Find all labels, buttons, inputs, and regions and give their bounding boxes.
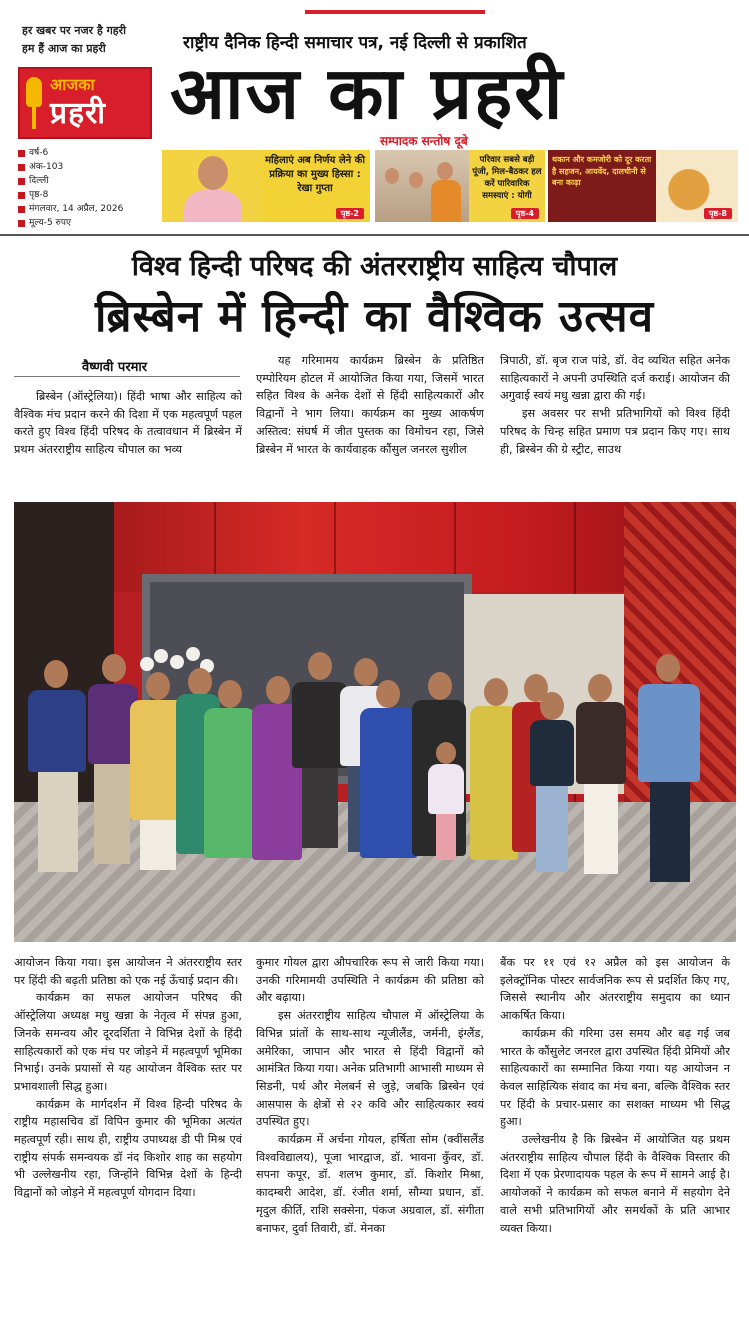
- article-byline: वैष्णवी परमार: [82, 360, 148, 375]
- portrait-face: [198, 156, 228, 190]
- issue-price: मूल्य-5 रुपए: [18, 216, 158, 230]
- article-column-bottom-2: [256, 954, 484, 1316]
- article-kicker: विश्व हिन्दी परिषद की अंतरराष्ट्रीय साहित्य चौपाल: [131, 251, 618, 282]
- masthead-divider: [0, 234, 749, 236]
- logo-text-big: प्रहरी: [50, 96, 107, 131]
- article-paragraph: बैंक पर ११ एवं १२ अप्रैल को इस आयोजन के इलेक्ट्रॉनिक पोस्टर सार्वजनिक रूप से प्रदर्शित किए गए, जिससे स्थानीय और अंतरराष्ट्रीय समुदाय का ध्यान आकर्षित किया।: [500, 956, 730, 1023]
- editor-credit: सम्पादक सन्तोष दूबे: [380, 134, 468, 148]
- newspaper-logo[interactable]: [18, 67, 152, 139]
- article-headline: ब्रिस्बेन में हिन्दी का वैश्विक उत्सव: [94, 291, 655, 342]
- photo-figure: [385, 168, 399, 184]
- teaser-photo-2: [375, 150, 471, 222]
- photo-figure: [437, 162, 453, 180]
- masthead-accent-bar: [305, 10, 485, 14]
- portrait-body: [184, 190, 242, 222]
- article-paragraph: कार्यक्रम का सफल आयोजन परिषद की ऑस्ट्रेलिया अध्यक्ष मधु खन्ना के नेतृत्व में संपन्न हुआ, जिनके समन्वय और दूरदर्शिता ने विभिन्न देशों के हिंदी साहित्यकारों को एक मंच पर जोड़ने में महत्वपूर्ण भूमिका निभाई। उनके प्रयासों से यह आयोजन वैश्विक स्तर पर प्रभावशाली सिद्ध हुआ।: [14, 991, 242, 1093]
- article-paragraph: कार्यक्रम की गरिमा उस समय और बढ़ गई जब भारत के कौंसुलेट जनरल द्वारा उपस्थित हिंदी प्रेमियों और साहित्यकारों का सम्मानित किया गया। यह आयोजन न केवल साहित्यिक संवाद का मंच बना, बल्कि वैश्विक स्तर पर हिंदी के प्रचार-प्रसार का सशक्त माध्यम भी सिद्ध हुआ।: [500, 1026, 730, 1129]
- tagline: [22, 22, 162, 58]
- teaser-page-1: पृष्ठ-2: [336, 208, 364, 219]
- article-paragraph: कार्यक्रम में अर्चना गोयल, हर्षिता सोम (क्वींसलैंड विश्वविद्यालय), पूजा भारद्वाज, डॉ. भावना कुँवर, डॉ. सपना कपूर, डॉ. शलभ कुमार, डॉ. किशोर मिश्रा, कादम्बरी आदेश, डॉ. रंजीत शर्मा, सौम्या प्रधान, डॉ. मृदुल कीर्ति, राशि सक्सेना, पंकज अग्रवाल, डॉ. संगीता बनाफर, दुर्वा तिवारी, डॉ. मेनका: [256, 1133, 484, 1235]
- teaser-page-3: पृष्ठ-8: [704, 208, 732, 219]
- article-paragraph: ब्रिस्बेन (ऑस्ट्रेलिया)। हिंदी भाषा और साहित्य को वैश्विक मंच प्रदान करने की दिशा में एक महत्वपूर्ण पहल करते हुए विश्व हिंदी परिषद के तत्वावधान में ब्रिस्बेन में प्रथम अंतरराष्ट्रीय साहित्य चौपाल का भव्य: [14, 390, 242, 457]
- photo-figure: [409, 172, 423, 188]
- article-paragraph: आयोजन किया गया। इस आयोजन ने अंतरराष्ट्रीय स्तर पर हिंदी की बढ़ती प्रतिष्ठा को एक नई ऊँचाई प्रदान की।: [14, 956, 242, 987]
- issue-city: दिल्ली: [18, 174, 158, 188]
- tagline-line-2: हम हैं आज का प्रहरी: [22, 42, 106, 55]
- article-column-bottom-1: [14, 954, 242, 1316]
- teaser-story-1[interactable]: [162, 150, 370, 222]
- issue-year: वर्ष-6: [18, 146, 158, 160]
- article-column-top-1: [14, 388, 242, 496]
- teaser-headline-3: थकान और कमजोरी को दूर करता है सहजन, आयर्वेद, दालचीनी से बना काढ़ा: [552, 155, 652, 187]
- article-paragraph: कार्यक्रम के मार्गदर्शन में विश्व हिन्दी परिषद के राष्ट्रीय महासचिव डॉ विपिन कुमार की भूमिका अत्यंत महत्वपूर्ण रही। साथ ही, राष्ट्रीय उपाध्यक्ष डी पी मिश्र एवं राष्ट्रीय संपर्क समन्वयक डॉ नंद किशोर शाह का सहयोग भी उल्लेखनीय रहा, जिन्होंने विभिन्न देशों के हिन्दी विद्वानों को जोड़ने में महत्वपूर्ण योगदान दिया।: [14, 1097, 242, 1200]
- article-column-top-3: [500, 352, 730, 496]
- byline-divider: [14, 376, 240, 377]
- microphone-stand-icon: [32, 107, 36, 129]
- masthead: [0, 0, 749, 232]
- article-column-bottom-3: [500, 954, 730, 1316]
- article-paragraph: उल्लेखनीय है कि ब्रिस्बेन में आयोजित यह प्रथम अंतरराष्ट्रीय साहित्य चौपाल हिंदी के वैश्विक विस्तार की दिशा में एक प्रेरणादायक पहल के रूप में सामने आई है। आयोजकों ने कार्यक्रम को सफल बनाने में सहयोग देने वाले सभी प्रतिभागियों और समर्थकों के प्रति आभार व्यक्त किया।: [500, 1133, 730, 1235]
- article-paragraph: त्रिपाठी, डॉ. बृज राज पांडे, डॉ. वेद व्यथित सहित अनेक साहित्यकारों ने अपनी उपस्थिति दर्ज कराई। आयोजन की अगुवाई स्वयं मधु खन्ना द्वारा की गई।: [500, 354, 730, 403]
- photo-figure-robe: [431, 180, 461, 222]
- teaser-photo-1: [162, 150, 262, 222]
- issue-pages: पृष्ठ-8: [18, 188, 158, 202]
- issue-number: अंक-103: [18, 160, 158, 174]
- teaser-story-3[interactable]: [548, 150, 738, 222]
- event-group-photo: [14, 502, 736, 942]
- teaser-headline-1: महिलाएं अब निर्णय लेने की प्रक्रिया का मुख्य हिस्सा : रेखा गुप्ता: [265, 155, 365, 194]
- issue-date: मंगलवार, 14 अप्रैल, 2026: [18, 202, 158, 216]
- article-paragraph: यह गरिमामय कार्यक्रम ब्रिस्बेन के प्रतिष्ठित एम्पोरियम होटल में आयोजित किया गया, जिसमें भारत सहित विश्व के अनेक देशों से हिंदी साहित्यकारों और विद्वानों ने भाग लिया। कार्यक्रम का मुख्य आकर्षण अस्तित्व: संघर्ष में जीत पुस्तक का विमोचन रहा, जिसे ब्रिस्बेन में भारत के कार्यवाहक कौंसुल जनरल सुशील: [256, 354, 484, 456]
- publication-subline: राष्ट्रीय दैनिक हिन्दी समाचार पत्र, नई दिल्ली से प्रकाशित: [183, 33, 527, 53]
- article-paragraph: कुमार गोयल द्वारा औपचारिक रूप से जारी किया गया। उनकी गरिमामयी उपस्थिति ने कार्यक्रम की प्रतिष्ठा को और बढ़ाया।: [256, 956, 484, 1005]
- article-paragraph: इस अंतरराष्ट्रीय साहित्य चौपाल में ऑस्ट्रेलिया के विभिन्न प्रांतों के साथ-साथ न्यूजीलैंड, जर्मनी, इंग्लैंड, अमेरिका, जापान और भारत से हिंदी विद्वानों को आमंत्रित किया गया। अनेक प्रतिभागी आभासी माध्यम से सिडनी, पर्थ और मेलबर्न से जुड़े, जबकि ब्रिस्बेन एवं आसपास के क्षेत्रों से २२ कवि और साहित्यकार स्वयं उपस्थित हुए।: [256, 1009, 484, 1129]
- logo-text-small: आजका: [50, 75, 95, 94]
- issue-meta-list: [18, 146, 158, 230]
- teaser-page-2: पृष्ठ-4: [511, 208, 539, 219]
- tagline-line-1: हर खबर पर नजर है गहरी: [22, 24, 127, 37]
- article-paragraph: इस अवसर पर सभी प्रतिभागियों को विश्व हिंदी परिषद के चिन्ह सहित प्रमाण पत्र प्रदान किए गए। साथ ही, ब्रिस्बेन की ग्रे स्ट्रीट, साउथ: [500, 407, 730, 456]
- article-column-top-2: [256, 352, 484, 496]
- teaser-headline-2: परिवार सबसे बड़ी पूंजी, मिल-बैठकर हल करें पारिवारिक समस्याएं : योगी: [472, 155, 542, 201]
- teaser-story-2[interactable]: [375, 150, 545, 222]
- microphone-icon: [26, 77, 42, 107]
- newspaper-title: आज का प्रहरी: [170, 51, 565, 135]
